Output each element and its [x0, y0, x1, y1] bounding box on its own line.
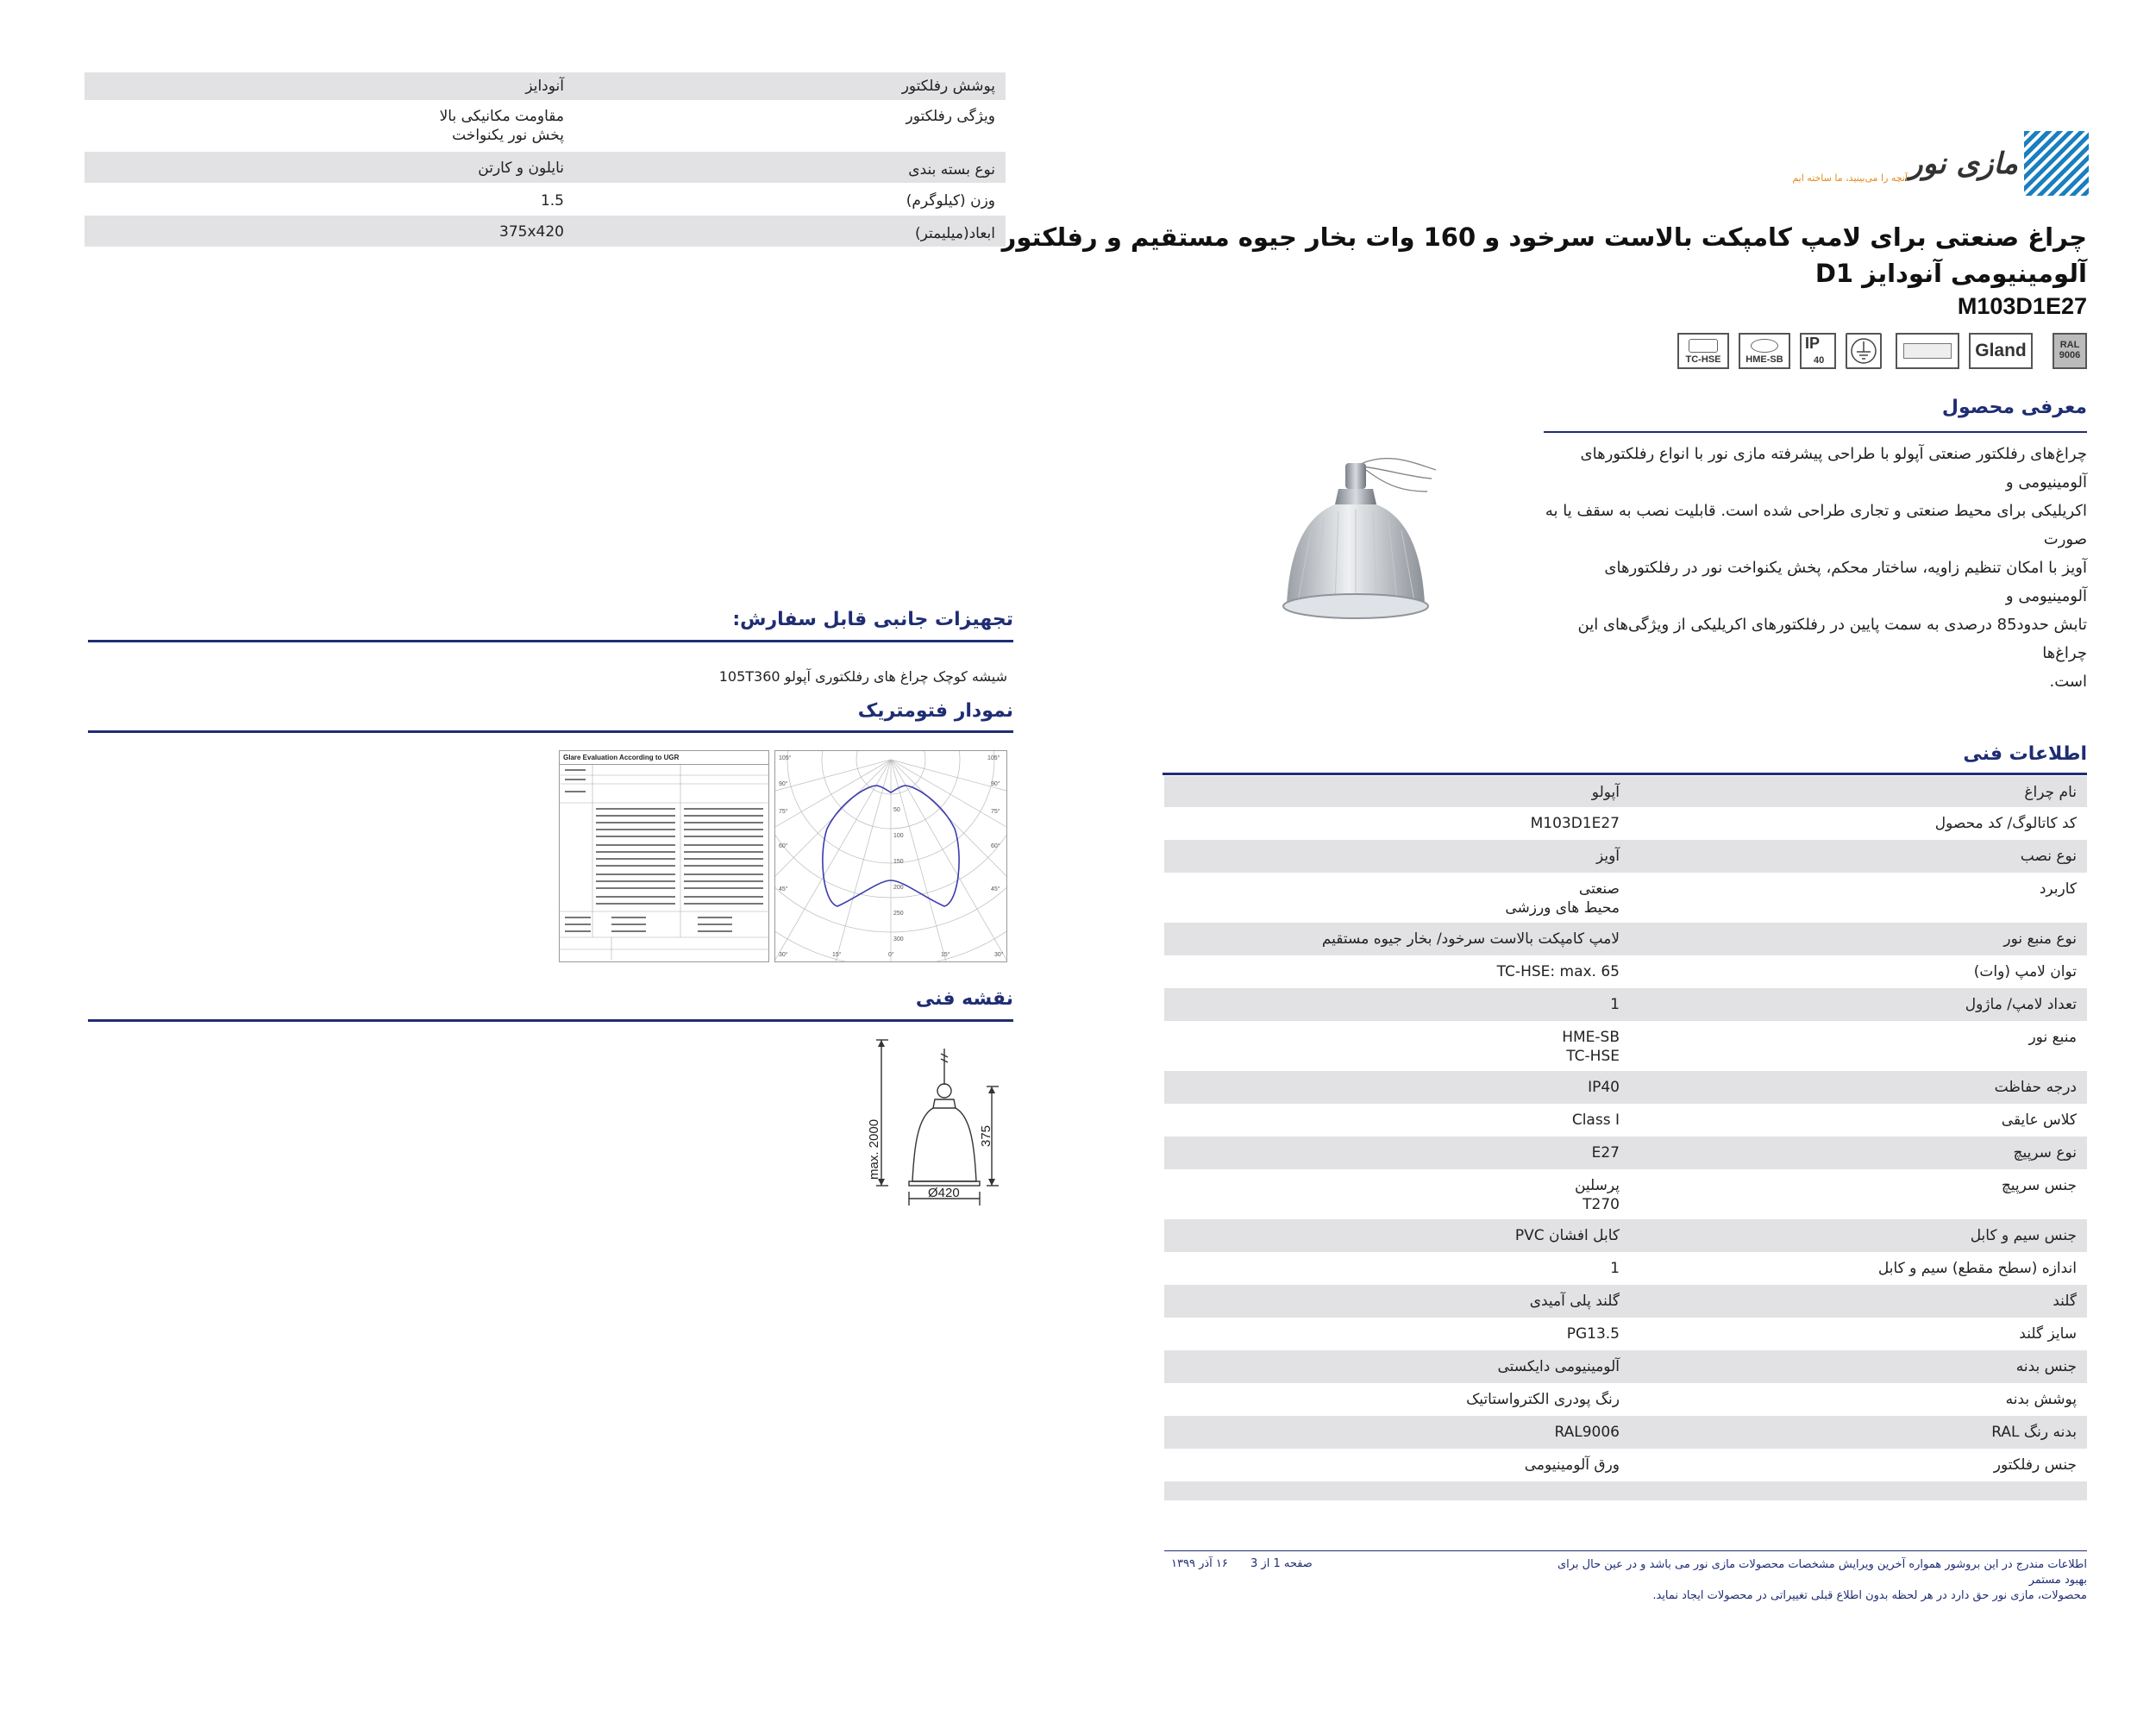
- polar-value: 150: [893, 859, 904, 865]
- tech-value: Class I: [1571, 1111, 1620, 1129]
- tech-label: منبع نور: [2028, 1029, 2077, 1046]
- left-spec-row: [85, 152, 1006, 183]
- tech-value: PG13.5: [1566, 1325, 1620, 1343]
- tech-value: ورق آلومینیومی: [1524, 1456, 1620, 1474]
- tech-label: جنس سرپیچ: [2001, 1177, 2077, 1194]
- tech-label: نوع نصب: [2020, 848, 2077, 865]
- product-image: [1259, 444, 1449, 629]
- tech-label: جنس سیم و کابل: [1970, 1227, 2077, 1244]
- luminaire-illustration: [1259, 444, 1449, 629]
- tech-value: TC-HSE: max. 65: [1496, 963, 1620, 980]
- polar-label: 105°: [779, 755, 792, 761]
- polar-label: 30°: [994, 952, 1004, 958]
- product-title-line1: چراغ صنعتی برای لامپ کامپکت بالاست سرخود و 160 وات بخار جیوه مستقیم و رفلکتور: [1001, 222, 2087, 252]
- polar-label: 60°: [991, 843, 1000, 849]
- tech-row: [1164, 1383, 2087, 1416]
- pendant-icon: [1903, 343, 1952, 359]
- left-spec-table: [85, 72, 1006, 247]
- tech-label: کد کاتالوگ/ کد محصول: [1934, 815, 2077, 832]
- polar-label: 15°: [832, 952, 842, 958]
- bulb-icon: [1751, 339, 1778, 353]
- tech-label: جنس بدنه: [2015, 1358, 2077, 1375]
- tech-row: [1164, 1021, 2087, 1071]
- intro-line: چراغ‌های رفلکتور صنعتی آپولو با طراحی پیشرفته مازی نور با انواع رفلکتورهای آلومینیومی و: [1580, 445, 2087, 492]
- drawing-svg: [862, 1026, 1013, 1216]
- spec-label: پوشش رفلکتور: [901, 78, 995, 95]
- intro-line: است.: [2049, 673, 2087, 691]
- tech-label: بدنه رنگ RAL: [1991, 1424, 2077, 1441]
- footer-note-line: اطلاعات مندرج در این بروشور همواره آخرین ویرایش مشخصات محصولات مازی نور می باشد و در عین حال برای بهبود مستمر: [1557, 1558, 2087, 1587]
- tech-value: RAL9006: [1554, 1424, 1620, 1441]
- intro-line: آویز با امکان تنظیم زاویه، ساختار محکم، پخش یکنواخت نور در رفلکتورهای آلومینیومی و: [1604, 559, 2087, 605]
- tech-value: 1: [1610, 996, 1620, 1013]
- logo-tagline: آنچه را می‌بینید، ما ساخته ایم: [1792, 172, 1908, 184]
- tech-row: [1164, 988, 2087, 1021]
- photometric-rule: [88, 730, 1013, 733]
- logo-stripes-icon: [2024, 131, 2089, 196]
- tech-label: کاربرد: [2039, 880, 2077, 898]
- polar-value: 50: [893, 807, 900, 813]
- tech-value: 1: [1610, 1260, 1620, 1277]
- brand-logo: [1792, 131, 2089, 196]
- accessories-item: شیشه کوچک چراغ های رفلکتوری آپولو 105T360: [718, 668, 1007, 685]
- lamp-icon: [1689, 339, 1718, 353]
- dim-diameter-label: Ø420: [928, 1186, 960, 1200]
- ugr-table: [559, 750, 769, 962]
- dim-body-label: 375: [979, 1124, 993, 1147]
- tech-value: IP40: [1588, 1079, 1620, 1096]
- polar-svg: [775, 751, 1006, 961]
- ugr-title: Glare Evaluation According to UGR: [560, 751, 768, 765]
- footer-date: ۱۶ آذر ۱۳۹۹: [1171, 1557, 1228, 1570]
- tech-value: E27: [1591, 1144, 1620, 1162]
- tech-row: [1164, 776, 2087, 807]
- tech-row: [1164, 1219, 2087, 1252]
- left-spec-row: [85, 72, 1006, 100]
- polar-label: 30°: [779, 952, 788, 958]
- tc-hse-badge: TC-HSE: [1677, 333, 1729, 369]
- ip-text: IP: [1805, 335, 1821, 352]
- tech-row: [1164, 1416, 2087, 1449]
- tech-row: [1164, 840, 2087, 873]
- tech-row: [1164, 1169, 2087, 1219]
- photometric-title: نمودار فتومتریک: [857, 700, 1013, 722]
- tech-value: صنعتی محیط های ورزشی: [1505, 880, 1620, 917]
- ip-number: 40: [1814, 355, 1825, 366]
- left-spec-row: [85, 183, 1006, 216]
- polar-value: 250: [893, 911, 904, 917]
- drawing-title: نقشه فنی: [915, 988, 1013, 1010]
- tech-label: درجه حفاظت: [1994, 1079, 2077, 1096]
- product-title-line2: آلومینیومی آنودایز D1: [1814, 259, 2087, 288]
- polar-label: 105°: [987, 755, 1000, 761]
- intro-line: تابش حدود85 درصدی به سمت پایین در رفلکتورهای اکریلیکی از ویژگی‌های این چراغ‌ها: [1577, 616, 2087, 662]
- tech-value: گلند پلی آمیدی: [1529, 1293, 1620, 1310]
- tech-value: آپولو: [1591, 784, 1620, 801]
- tech-row: [1164, 1071, 2087, 1104]
- polar-label: 0°: [888, 952, 894, 958]
- polar-value: 100: [893, 833, 904, 839]
- tech-label: اندازه (سطح مقطع) سیم و کابل: [1877, 1260, 2077, 1277]
- tech-table: [1164, 776, 2087, 1500]
- logo-text: مازی نور: [1908, 147, 2018, 181]
- spec-label: ابعاد(میلیمتر): [914, 225, 995, 242]
- gland-badge: Gland: [1969, 333, 2033, 369]
- polar-label: 75°: [779, 809, 788, 815]
- tech-value: آویز: [1595, 848, 1620, 865]
- accessories-rule: [88, 640, 1013, 642]
- spec-value: نایلون و کارتن: [478, 160, 564, 177]
- polar-label: 45°: [991, 886, 1000, 892]
- left-spec-row: [85, 216, 1006, 247]
- tech-label: [1620, 1481, 2087, 1488]
- product-code: M103D1E27: [1957, 293, 2087, 319]
- tech-label: کلاس عایقی: [2001, 1111, 2077, 1129]
- spec-value: 1.5: [540, 192, 564, 210]
- tech-row: [1164, 1449, 2087, 1481]
- tech-value: کابل افشان PVC: [1514, 1227, 1620, 1244]
- tech-label: تعداد لامپ/ ماژول: [1965, 996, 2077, 1013]
- spec-label: وزن (کیلوگرم): [906, 192, 995, 210]
- polar-diagram: [774, 750, 1007, 962]
- spec-label: نوع بسته بندی: [908, 161, 995, 178]
- earth-badge: [1846, 333, 1882, 369]
- tech-value: HME-SB TC-HSE: [1562, 1029, 1620, 1065]
- footer-note: [1552, 1557, 2087, 1604]
- tech-value: آلومینیومی دایکستی: [1497, 1358, 1620, 1375]
- tech-value: M103D1E27: [1530, 815, 1620, 832]
- spec-label: ویژگی رفلکتور: [906, 108, 995, 125]
- tech-label: گلند: [2053, 1293, 2077, 1310]
- tech-label: نام چراغ: [2024, 784, 2077, 801]
- hme-sb-badge: HME-SB: [1739, 333, 1790, 369]
- tech-label: پوشش بدنه: [2005, 1391, 2077, 1408]
- tech-label: نوع منبع نور: [2003, 930, 2077, 948]
- polar-label: 60°: [779, 843, 788, 849]
- tech-value: لامپ کامپکت بالاست سرخود/ بخار جیوه مستقیم: [1321, 930, 1620, 948]
- tech-value: رنگ پودری الکترواستاتیک: [1466, 1391, 1620, 1408]
- tech-row: [1164, 1350, 2087, 1383]
- tech-row: [1164, 1285, 2087, 1318]
- polar-label: 90°: [991, 781, 1000, 787]
- tech-label: توان لامپ (وات): [1973, 963, 2077, 980]
- intro-title: معرفی محصول: [1941, 397, 2087, 418]
- footer-rule: [1164, 1550, 2087, 1551]
- tech-row: [1164, 1137, 2087, 1169]
- tech-title: اطلاعات فنی: [1963, 743, 2087, 765]
- tech-row: [1164, 873, 2087, 923]
- tech-row: [1164, 955, 2087, 988]
- footer-note-line: محصولات، مازی نور حق دارد در هر لحظه بدون اطلاع قبلی تغییراتی در محصولات ایجاد نماید.: [1652, 1589, 2087, 1602]
- ral-badge: RAL 9006: [2053, 333, 2087, 369]
- polar-value: 200: [893, 885, 904, 891]
- tech-row: [1164, 923, 2087, 955]
- intro-line: اکریلیکی برای محیط صنعتی و تجاری طراحی شده است. قابلیت نصب به سقف یا به صورت: [1545, 502, 2087, 548]
- tech-value: پرسلین T270: [1574, 1177, 1620, 1213]
- pendant-mount-badge: [1896, 333, 1959, 369]
- tech-label: سایز گلند: [2019, 1325, 2077, 1343]
- spec-value: 375x420: [499, 223, 564, 241]
- polar-label: 75°: [991, 809, 1000, 815]
- polar-label: 90°: [779, 781, 788, 787]
- left-spec-row: [85, 100, 1006, 150]
- drawing-rule: [88, 1019, 1013, 1022]
- accessories-title: تجهیزات جانبی قابل سفارش:: [732, 609, 1013, 630]
- footer-page: صفحه 1 از 3: [1250, 1557, 1313, 1570]
- tech-row: [1164, 1481, 2087, 1500]
- polar-label: 45°: [779, 886, 788, 892]
- tech-row: [1164, 1252, 2087, 1285]
- tech-row: [1164, 807, 2087, 840]
- tech-label: نوع سرپیچ: [2013, 1144, 2077, 1162]
- spec-value: آنودایز: [525, 78, 564, 95]
- earth-ground-icon: [1847, 335, 1880, 367]
- tech-row: [1164, 1104, 2087, 1137]
- dim-height-label: max. 2000: [867, 1118, 881, 1180]
- technical-drawing: [862, 1026, 1013, 1216]
- tech-rule: [1163, 773, 2087, 775]
- intro-text: [1535, 440, 2087, 696]
- polar-label: 15°: [941, 952, 950, 958]
- tech-row: [1164, 1318, 2087, 1350]
- ugr-grid: [560, 765, 768, 960]
- ip-badge: [1800, 333, 1836, 369]
- tech-label: جنس رفلکتور: [1993, 1456, 2077, 1474]
- spec-value: مقاومت مکانیکی بالا پخش نور یکنواخت: [439, 108, 564, 144]
- polar-value: 300: [893, 936, 904, 942]
- intro-rule: [1544, 431, 2087, 433]
